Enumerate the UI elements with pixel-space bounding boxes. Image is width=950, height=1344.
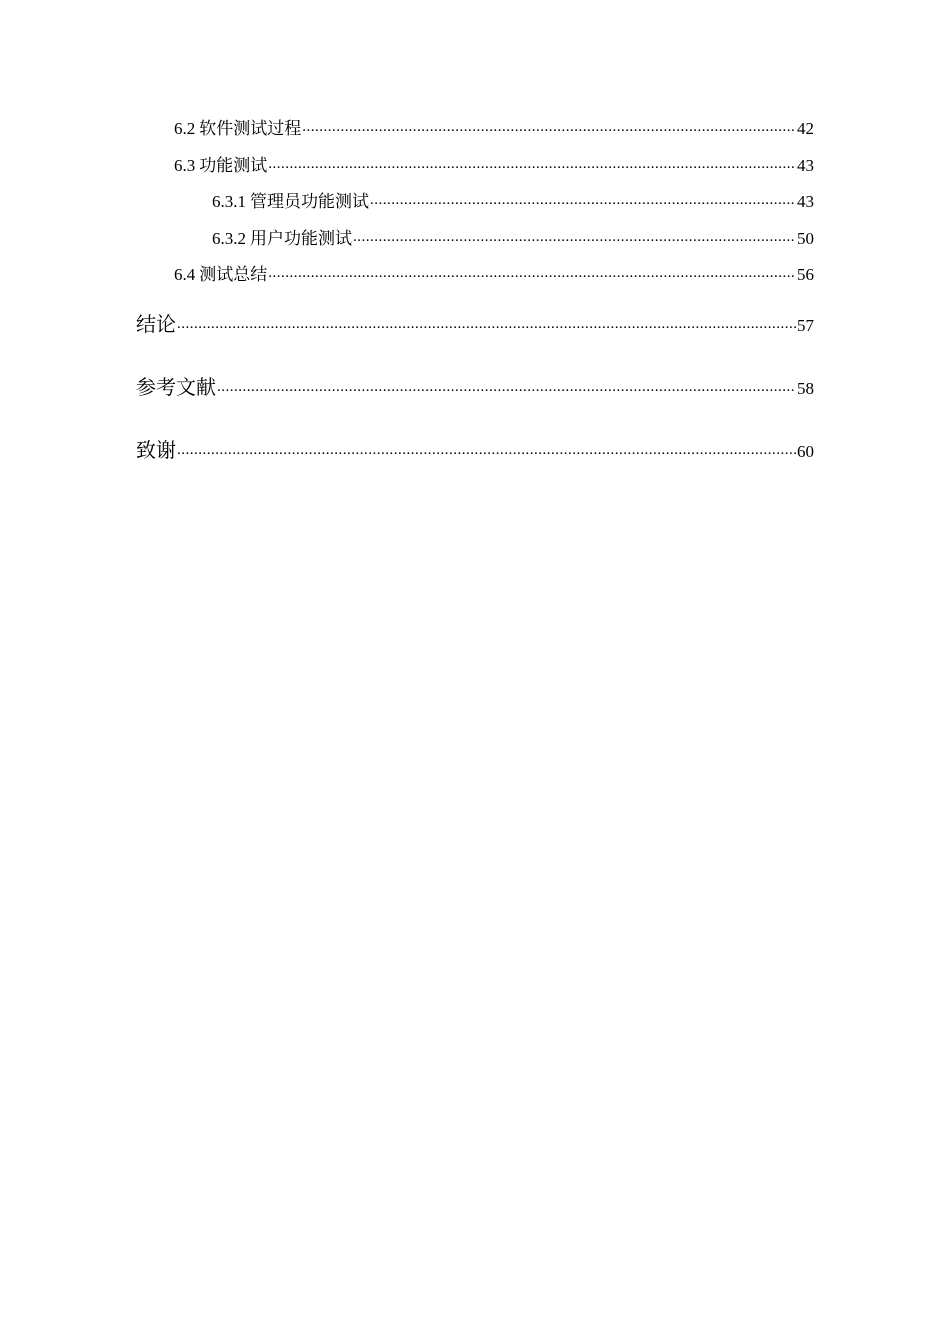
toc-entry-label: 软件测试过程 — [199, 119, 302, 138]
toc-leader-dots — [177, 311, 796, 331]
toc-entry-6-3[interactable] — [174, 151, 814, 175]
toc-page-number: 56 — [797, 265, 814, 284]
toc-entry-title — [174, 114, 301, 139]
toc-page-number: 42 — [797, 119, 814, 138]
toc-page-number: 57 — [797, 316, 814, 335]
toc-leader-dots — [268, 263, 796, 280]
toc-entry-references[interactable] — [136, 371, 814, 399]
toc-entry-number: 6.3.2 — [212, 229, 246, 248]
toc-page-number: 50 — [797, 229, 814, 248]
toc-entry-title — [174, 151, 267, 176]
toc-page-number: 43 — [797, 192, 814, 211]
toc-entry-6-3-2[interactable] — [212, 224, 814, 248]
toc-entry-title: 致谢 — [136, 438, 176, 462]
toc-leader-dots — [268, 154, 796, 171]
toc-entry-label: 管理员功能测试 — [250, 192, 369, 211]
toc-entry-6-2[interactable] — [174, 114, 814, 138]
toc-leader-dots — [302, 117, 796, 134]
toc-entry-number: 6.3.1 — [212, 192, 246, 211]
toc-entry-number: 6.4 — [174, 265, 196, 284]
toc-entry-6-4[interactable] — [174, 260, 814, 284]
toc-entry-title: 结论 — [136, 312, 176, 336]
toc-entry-number: 6.2 — [174, 119, 196, 138]
toc-entry-title — [212, 187, 369, 212]
toc-entry-conclusion[interactable] — [136, 308, 814, 336]
toc-entry-label: 用户功能测试 — [250, 229, 352, 248]
toc-leader-dots — [217, 374, 796, 394]
toc-page-number: 60 — [797, 442, 814, 461]
toc-leader-dots — [177, 437, 796, 457]
toc-entry-number: 6.3 — [174, 156, 196, 175]
toc-entry-title: 参考文献 — [136, 375, 216, 399]
toc-leader-dots — [370, 190, 796, 207]
toc-page-number: 58 — [797, 379, 814, 398]
toc-entry-label: 测试总结 — [199, 265, 268, 284]
toc-entry-6-3-1[interactable] — [212, 187, 814, 211]
toc-leader-dots — [353, 227, 796, 244]
toc-entry-title — [212, 224, 352, 249]
toc-page-number: 43 — [797, 156, 814, 175]
toc-entry-title — [174, 260, 267, 285]
toc-entry-label: 功能测试 — [199, 156, 268, 175]
toc-entry-acknowledgements[interactable] — [136, 434, 814, 462]
